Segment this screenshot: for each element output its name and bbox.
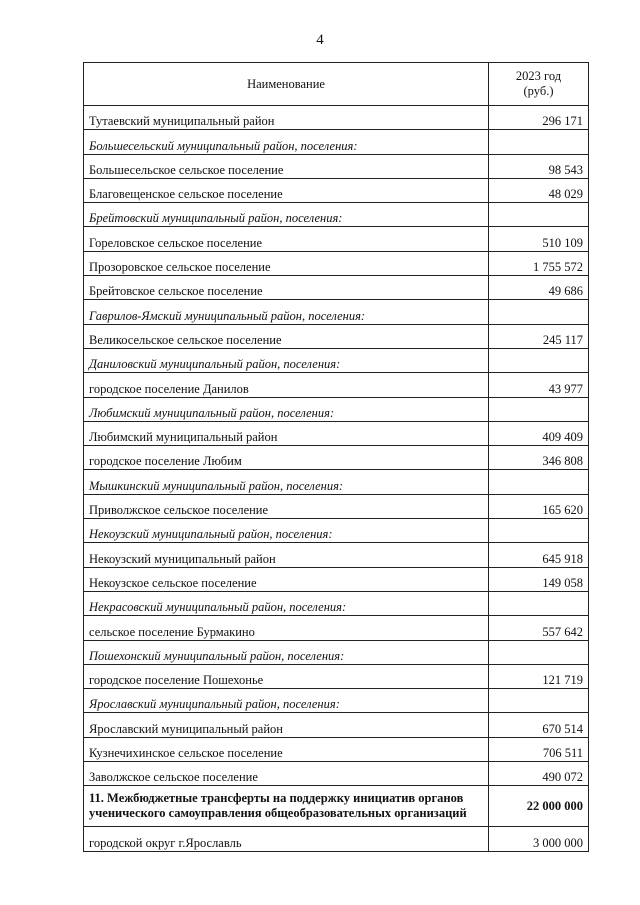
row-name-cell: Тутаевский муниципальный район [84,106,489,130]
row-name-cell: Брейтовское сельское поселение [84,276,489,300]
row-name-cell: Приволжское сельское поселение [84,494,489,518]
table-group-row [84,689,589,713]
table-row [84,324,589,348]
table-row [84,737,589,761]
row-name-cell: Гореловское сельское поселение [84,227,489,251]
row-value-cell: 149 058 [489,567,589,591]
table-section-row [84,786,589,827]
row-value-cell: 706 511 [489,737,589,761]
table-row [84,178,589,202]
row-value-cell: 1 755 572 [489,251,589,275]
row-name-cell: городское поселение Любим [84,446,489,470]
table-row [84,106,589,130]
table-row [84,827,589,851]
table-row [84,494,589,518]
row-name-cell: Некоузский муниципальный район, поселения: [84,519,489,543]
row-name-cell: Великосельское сельское поселение [84,324,489,348]
row-name-cell: Большесельский муниципальный район, поселения: [84,130,489,154]
table-row [84,664,589,688]
row-value-cell: 49 686 [489,276,589,300]
row-value-cell: 510 109 [489,227,589,251]
table-group-row [84,348,589,372]
row-name-cell: Гаврилов-Ямский муниципальный район, поселения: [84,300,489,324]
row-name-cell: Даниловский муниципальный район, поселения: [84,348,489,372]
row-value-cell [489,640,589,664]
row-value-cell: 346 808 [489,446,589,470]
row-value-cell [489,397,589,421]
row-value-cell [489,300,589,324]
row-value-cell: 121 719 [489,664,589,688]
row-value-cell [489,348,589,372]
table-row [84,567,589,591]
row-name-cell: Брейтовский муниципальный район, поселения: [84,203,489,227]
table-group-row [84,519,589,543]
row-name-cell: городское поселение Данилов [84,373,489,397]
table-group-row [84,397,589,421]
row-value-cell [489,203,589,227]
table-row [84,762,589,786]
table-row [84,373,589,397]
row-value-cell: 43 977 [489,373,589,397]
row-name-cell: городское поселение Пошехонье [84,664,489,688]
row-name-cell: Любимский муниципальный район, поселения: [84,397,489,421]
row-value-cell [489,519,589,543]
table-row [84,154,589,178]
row-value-cell: 22 000 000 [489,786,589,827]
column-header-name: Наименование [84,63,489,106]
row-name-cell: Некрасовский муниципальный район, поселения: [84,591,489,615]
row-name-cell: Ярославский муниципальный район, поселения: [84,689,489,713]
row-value-cell: 245 117 [489,324,589,348]
table-group-row [84,640,589,664]
row-value-cell: 165 620 [489,494,589,518]
table-group-row [84,130,589,154]
budget-table [83,62,589,852]
table-row [84,446,589,470]
row-name-cell: Заволжское сельское поселение [84,762,489,786]
row-value-cell: 557 642 [489,616,589,640]
page-number: 4 [316,32,324,48]
table-header-row [84,63,589,106]
row-value-cell: 3 000 000 [489,827,589,851]
row-value-cell: 409 409 [489,421,589,445]
row-value-cell: 645 918 [489,543,589,567]
row-value-cell [489,470,589,494]
row-name-cell: Большесельское сельское поселение [84,154,489,178]
row-value-cell: 490 072 [489,762,589,786]
row-name-cell: Пошехонский муниципальный район, поселения: [84,640,489,664]
table-row [84,543,589,567]
row-name-cell: Некоузское сельское поселение [84,567,489,591]
row-name-cell: 11. Межбюджетные трансферты на поддержку инициатив органов ученического самоуправления общеобразовательных организаций [84,786,489,827]
row-name-cell: городской округ г.Ярославль [84,827,489,851]
column-header-year-label: 2023 год [515,69,562,83]
row-name-cell: Прозоровское сельское поселение [84,251,489,275]
table-group-row [84,300,589,324]
table-row [84,276,589,300]
row-name-cell: Кузнечихинское сельское поселение [84,737,489,761]
row-value-cell: 296 171 [489,106,589,130]
table-group-row [84,591,589,615]
table-row [84,713,589,737]
row-name-cell: сельское поселение Бурмакино [84,616,489,640]
row-name-cell: Ярославский муниципальный район [84,713,489,737]
table-row [84,227,589,251]
column-header-year [489,63,589,106]
table-group-row [84,203,589,227]
table-row [84,421,589,445]
row-value-cell [489,689,589,713]
row-value-cell: 98 543 [489,154,589,178]
table-body [84,106,589,852]
row-value-cell: 670 514 [489,713,589,737]
row-value-cell: 48 029 [489,178,589,202]
row-name-cell: Мышкинский муниципальный район, поселения: [84,470,489,494]
row-value-cell [489,130,589,154]
row-value-cell [489,591,589,615]
column-header-unit: (руб.) [523,84,554,98]
row-name-cell: Благовещенское сельское поселение [84,178,489,202]
table-row [84,251,589,275]
table-row [84,616,589,640]
table-group-row [84,470,589,494]
row-name-cell: Любимский муниципальный район [84,421,489,445]
row-name-cell: Некоузский муниципальный район [84,543,489,567]
